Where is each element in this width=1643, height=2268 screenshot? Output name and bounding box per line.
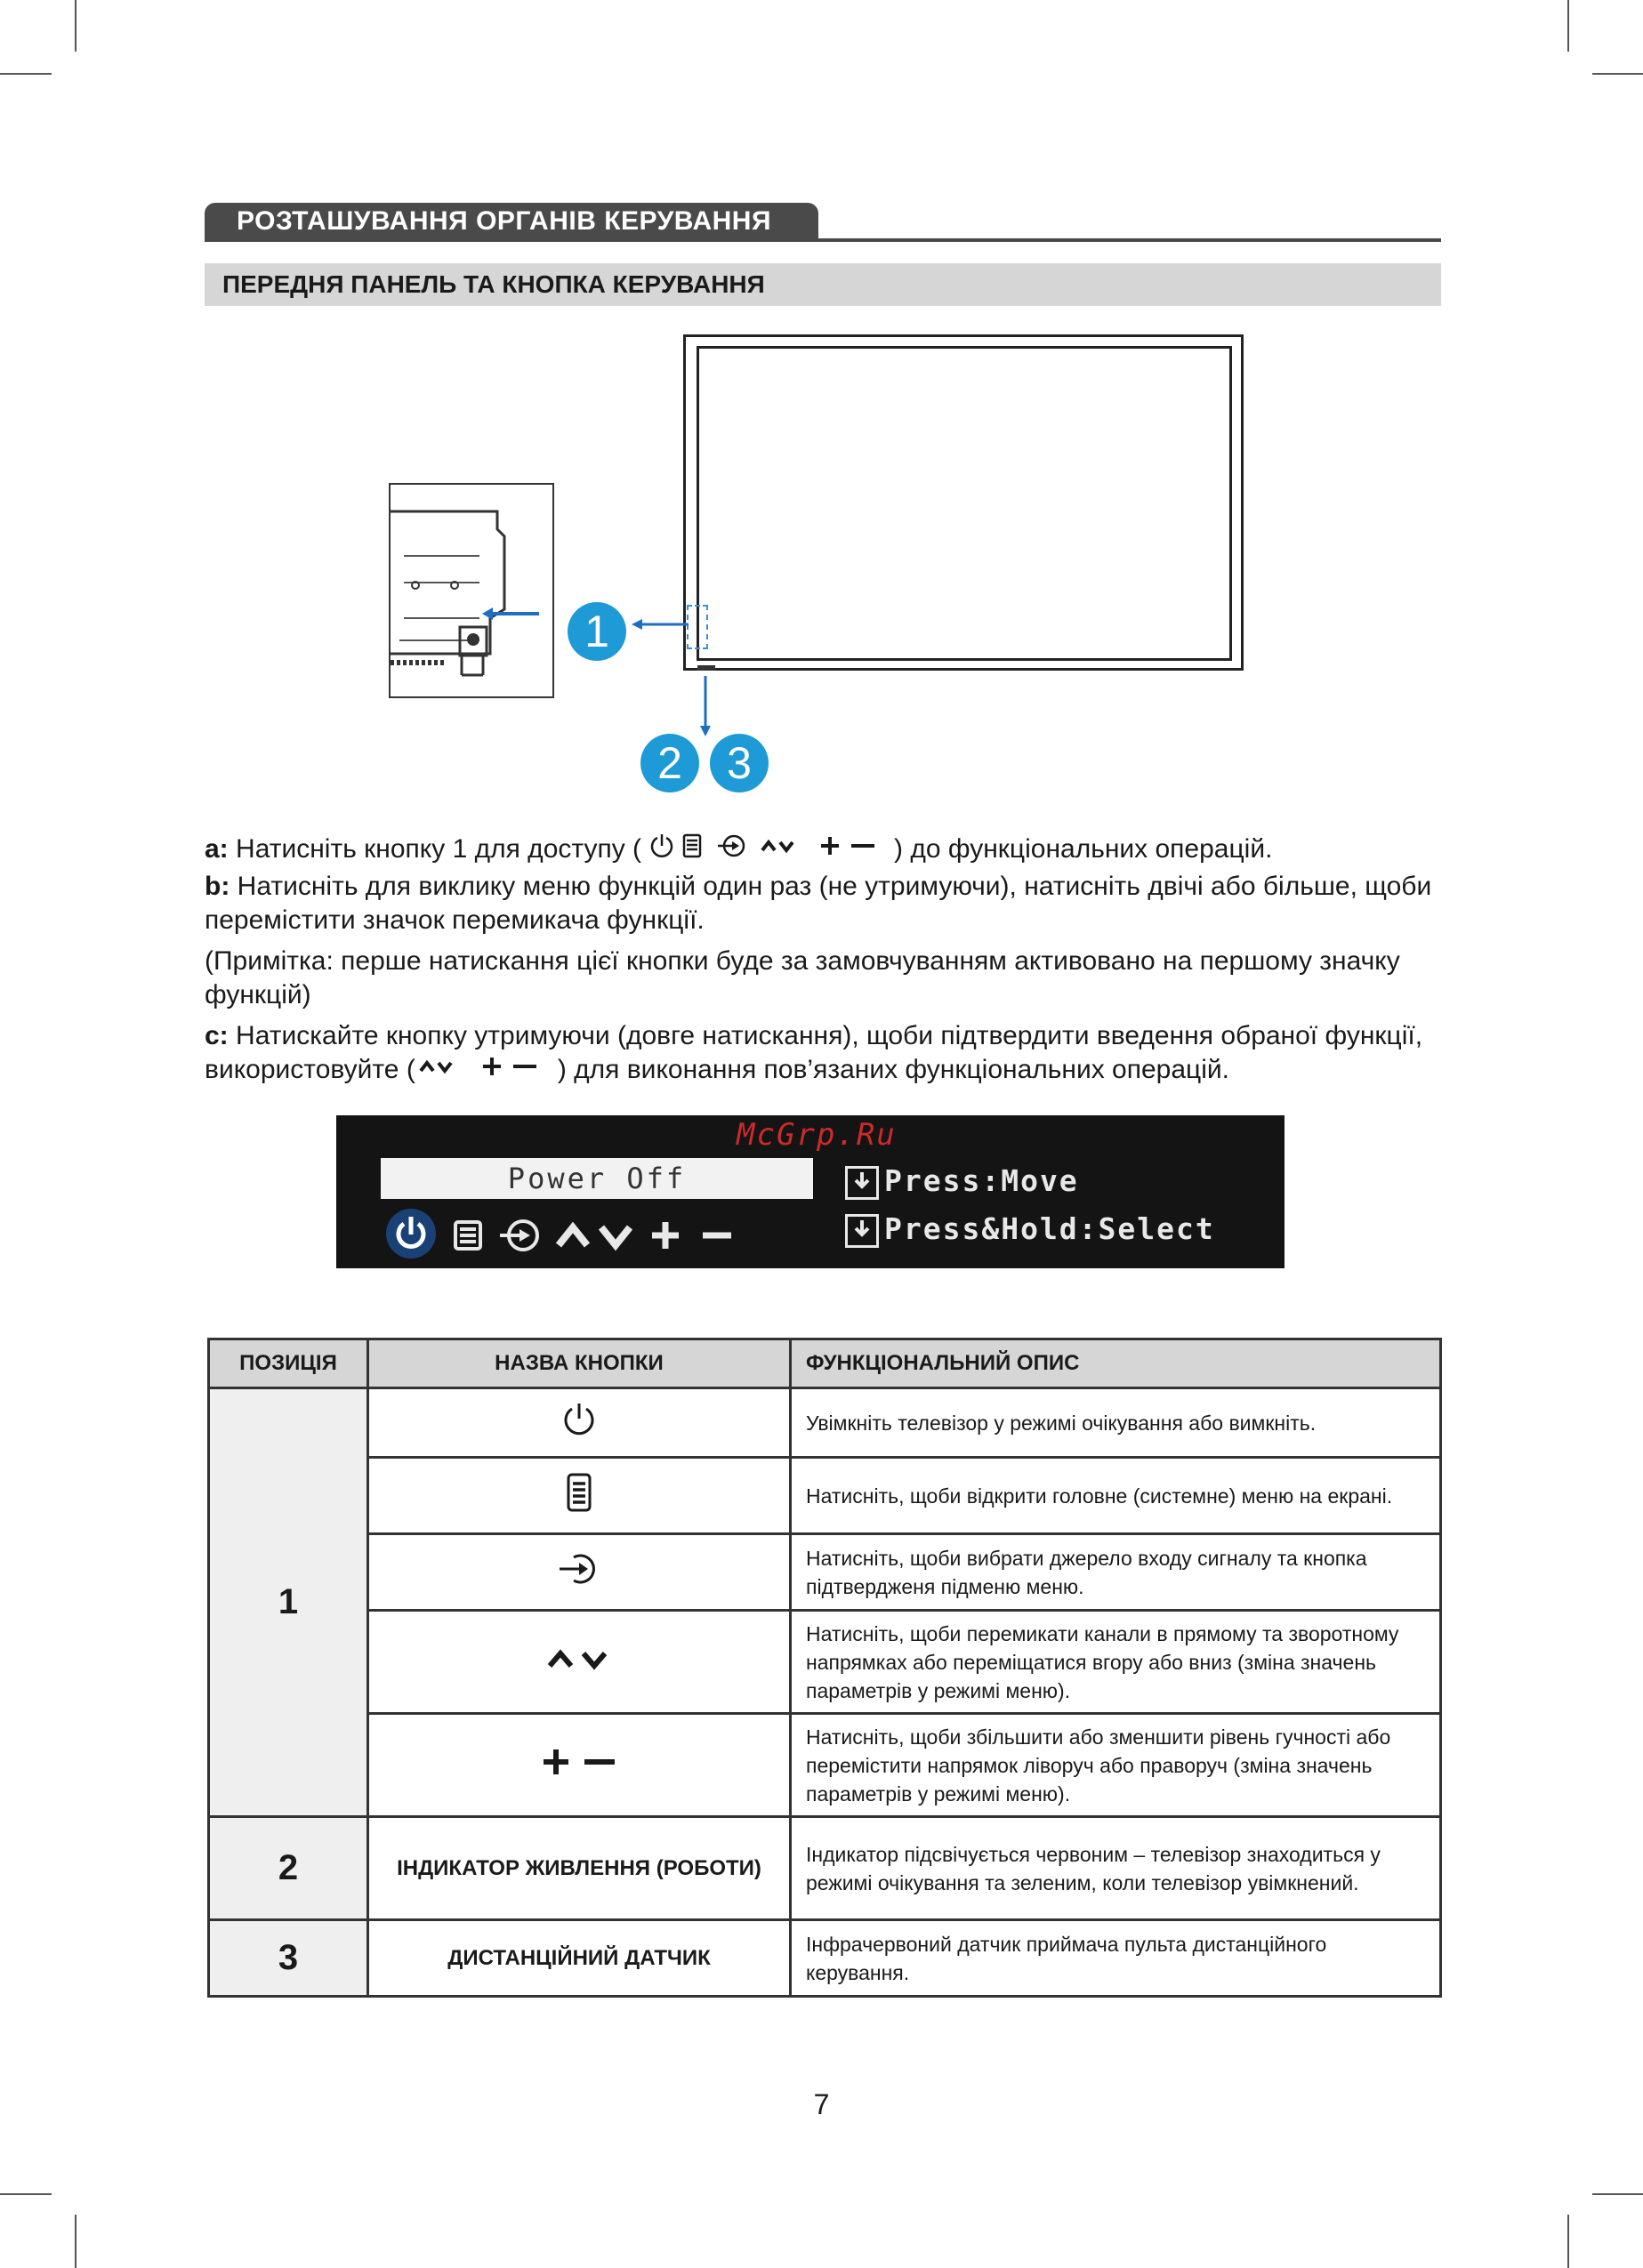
osd-selected-function: Power Off — [381, 1158, 813, 1199]
crop-mark — [0, 73, 52, 75]
controls-table — [207, 1338, 1442, 1998]
description: Натисніть, щоби вибрати джерело входу сигналу та кнопка підтвердженя підменю меню. — [791, 1534, 1441, 1611]
crop-mark — [75, 0, 77, 52]
table-row — [209, 1611, 1441, 1714]
instruction-note: (Примітка: перше натискання цієї кнопки буде за замовчуванням активовано на першому значку функцій) — [205, 946, 1400, 1009]
header-position: ПОЗИЦІЯ — [209, 1339, 368, 1388]
table-row — [209, 1920, 1441, 1997]
tv-back-closeup — [389, 483, 554, 698]
section-divider — [205, 238, 1441, 242]
osd-function-icons — [383, 1204, 809, 1263]
osd-hint-select: Press&Hold:Select — [845, 1211, 1215, 1248]
description: Натисніть, щоби перемикати канали в прямому та зворотному напрямках або переміщатися вгору або вниз (зміна значень параметрів у режимі меню). — [791, 1611, 1441, 1714]
arrow-to-button — [480, 605, 569, 623]
remote-sensor-name: ДИСТАНЦІЙНИЙ ДАТЧИК — [368, 1920, 791, 1997]
osd-hold-icon — [845, 1214, 879, 1248]
source-input-icon — [368, 1534, 791, 1611]
subsection-title: ПЕРЕДНЯ ПАНЕЛЬ ТА КНОПКА КЕРУВАННЯ — [205, 263, 1441, 306]
description: Натисніть, щоби збільшити або зменшити рівень гучності або перемістити напрямок ліворуч або праворуч (зміна значень параметрів у режимі меню). — [791, 1714, 1441, 1817]
crop-mark — [1592, 73, 1643, 75]
tv-front-illustration — [683, 334, 1244, 671]
description: Інфрачервоний датчик приймача пульта дистанційного керування. — [791, 1920, 1441, 1997]
crop-mark — [1567, 2215, 1569, 2268]
button-icons-inline-2 — [415, 1053, 558, 1089]
watermark: McGrp.Ru — [737, 1117, 897, 1153]
callout-2: 2 — [640, 734, 699, 792]
position-1: 1 — [209, 1388, 368, 1817]
position-2: 2 — [209, 1817, 368, 1920]
instruction-b-label: b: — [205, 872, 230, 901]
instruction-c: c: Натискайте кнопку утримуючи (довге натискання), щоби підтвердити введення обраної функції, використовуйте ( ) для виконання пов’язаних функціональних операцій. — [205, 1019, 1450, 1089]
table-row — [209, 1458, 1441, 1534]
description: Індикатор підсвічується червоним – телевізор знаходиться у режимі очікування та зеленим, коли телевізор увімкнений. — [791, 1817, 1441, 1920]
arrow-callout-23 — [697, 676, 714, 738]
table-row — [209, 1534, 1441, 1611]
section-title: РОЗТАШУВАННЯ ОРГАНІВ КЕРУВАННЯ — [205, 203, 818, 240]
volume-plus-minus-icon — [368, 1714, 791, 1817]
table-row — [209, 1817, 1441, 1920]
power-icon — [368, 1388, 791, 1458]
instruction-c-label: c: — [205, 1021, 229, 1050]
callout-3: 3 — [710, 734, 769, 792]
header-description: ФУНКЦІОНАЛЬНИЙ ОПИС — [791, 1339, 1441, 1388]
table-row — [209, 1388, 1441, 1458]
description: Натисніть, щоби відкрити головне (системне) меню на екрані. — [791, 1458, 1441, 1534]
power-indicator-name: ІНДИКАТОР ЖИВЛЕННЯ (РОБОТИ) — [368, 1817, 791, 1920]
instruction-a: a: Натисніть кнопку 1 для доступу ( ) до функціональних операцій. — [205, 832, 1450, 868]
page-number: 7 — [813, 2088, 830, 2120]
callout-1: 1 — [568, 602, 626, 661]
table-header-row — [209, 1339, 1441, 1388]
header-button-name: НАЗВА КНОПКИ — [368, 1339, 791, 1388]
crop-mark — [75, 2215, 77, 2268]
crop-mark — [1592, 2193, 1643, 2195]
indicator-location — [697, 665, 715, 671]
channel-up-down-icon — [368, 1611, 791, 1714]
menu-icon — [368, 1458, 791, 1534]
crop-mark — [0, 2193, 52, 2195]
osd-press-icon — [845, 1166, 879, 1200]
position-3: 3 — [209, 1920, 368, 1997]
button-icons-inline — [641, 832, 894, 868]
arrow-callout-1 — [630, 615, 692, 633]
table-row — [209, 1714, 1441, 1817]
instruction-b: b: Натисніть для виклику меню функцій один раз (не утримуючи), натисніть двічі або більше, щоби перемістити значок перемикача функції. — [205, 872, 1432, 935]
description: Увімкніть телевізор у режимі очікування або вимкніть. — [791, 1388, 1441, 1458]
crop-mark — [1567, 0, 1569, 52]
instruction-a-label: a: — [205, 834, 229, 864]
osd-hint-move: Press:Move — [845, 1163, 1079, 1200]
